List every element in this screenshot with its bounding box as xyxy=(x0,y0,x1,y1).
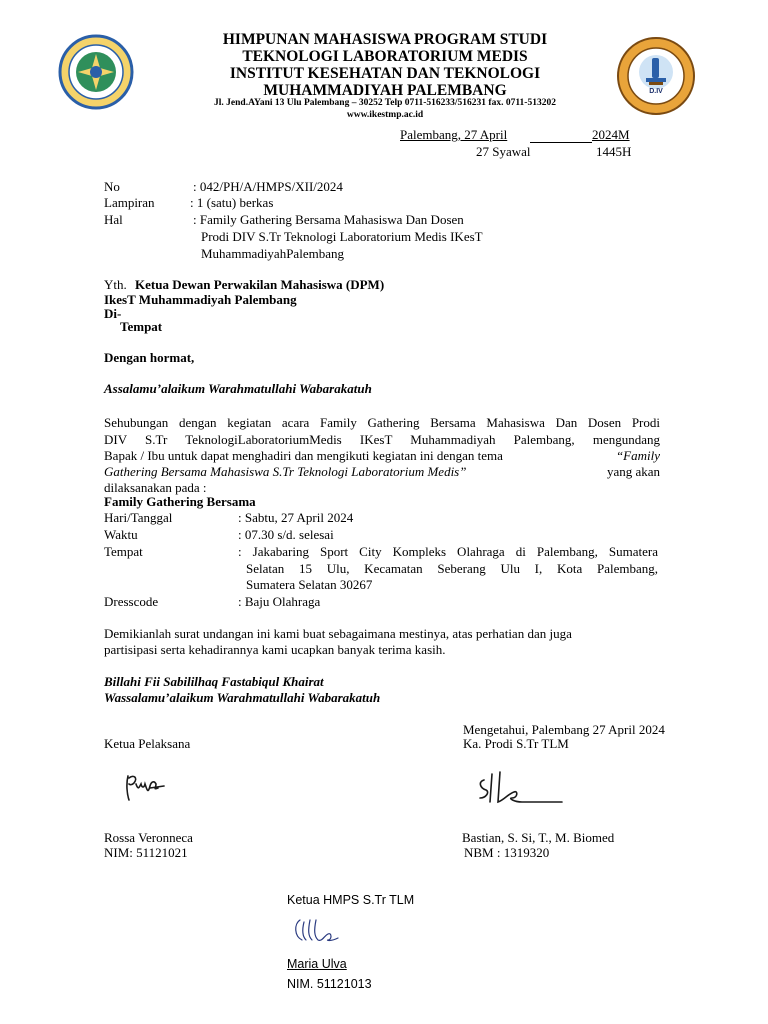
hijri-date: 27 Syawal xyxy=(476,144,531,159)
no-value: : 042/PH/A/HMPS/XII/2024 xyxy=(193,179,343,194)
event-waktu-label: Waktu xyxy=(104,527,138,542)
mengetahui-line: Mengetahui, Palembang 27 April 2024 xyxy=(463,722,665,737)
recipient-title: Ketua Dewan Perwakilan Mahasiswa (DPM) xyxy=(135,277,385,292)
salam-opening: Assalamu’alaikum Warahmatullahi Wabarakatuh xyxy=(104,381,372,396)
body-line4-theme: Gathering Bersama Mahasiswa S.Tr Teknologi Laboratorium Medis” xyxy=(104,464,467,479)
event-dresscode-value: : Baju Olahraga xyxy=(238,594,321,609)
body-line3 xyxy=(104,448,660,464)
right-name: Bastian, S. Si, T., M. Biomed xyxy=(462,830,615,845)
event-tempat-line3: Sumatera Selatan 30267 xyxy=(246,577,373,592)
closing-line1: Demikianlah surat undangan ini kami buat sebagaimana mestinya, atas perhatian dan juga xyxy=(104,626,572,641)
center-id: NIM. 51121013 xyxy=(287,977,372,991)
left-name: Rossa Veronneca xyxy=(104,830,193,845)
right-id: NBM : 1319320 xyxy=(464,845,550,860)
closing-wassalam: Wassalamu’alaikum Warahmatullahi Wabarakatuh xyxy=(104,690,381,705)
left-role: Ketua Pelaksana xyxy=(104,736,191,751)
body-line2: DIV S.Tr TeknologiLaboratoriumMedis IKesT Muhammadiyah Palembang, mengundang xyxy=(104,432,660,447)
event-tempat-label: Tempat xyxy=(104,544,143,559)
right-role: Ka. Prodi S.Tr TLM xyxy=(463,736,569,751)
event-hari-value: : Sabtu, 27 April 2024 xyxy=(238,510,354,525)
lampiran-value: : 1 (satu) berkas xyxy=(190,195,274,210)
date-underline-gap xyxy=(530,142,592,143)
center-name: Maria Ulva xyxy=(287,957,347,971)
no-label: No xyxy=(104,179,120,194)
closing-billahi: Billahi Fii Sabililhaq Fastabiqul Khairat xyxy=(104,674,324,689)
center-role: Ketua HMPS S.Tr TLM xyxy=(287,893,415,907)
right-signature xyxy=(474,768,566,814)
lampiran-label: Lampiran xyxy=(104,195,155,210)
event-waktu-value: : 07.30 s/d. selesai xyxy=(238,527,334,542)
letterhead-line3: INSTITUT KESEHATAN DAN TEKNOLOGI xyxy=(229,65,541,82)
hal-line2: Prodi DIV S.Tr Teknologi Laboratorium Medis IKesT xyxy=(201,229,483,244)
hal-label: Hal xyxy=(104,212,123,227)
recipient-institution: IkesT Muhammadiyah Palembang xyxy=(104,292,297,307)
hal-line3: MuhammadiyahPalembang xyxy=(201,246,344,261)
event-dresscode-label: Dresscode xyxy=(104,594,159,609)
recipient-yth: Yth. xyxy=(104,277,127,292)
year-masehi: 2024M xyxy=(592,127,630,142)
institute-logo xyxy=(58,34,134,110)
event-title: Family Gathering Bersama xyxy=(104,494,256,509)
event-tempat-line1: : Jakabaring Sport City Kompleks Olahraga di Palembang, Sumatera xyxy=(238,544,658,559)
letterhead-line1: HIMPUNAN MAHASISWA PROGRAM STUDI xyxy=(222,31,548,48)
letterhead-address: Jl. Jend.AYani 13 Ulu Palembang – 30252 Telp 0711-516233/516231 fax. 0711-513202 xyxy=(214,98,556,108)
event-hari-label: Hari/Tanggal xyxy=(104,510,173,525)
left-signature xyxy=(120,770,170,812)
greeting: Dengan hormat, xyxy=(104,350,195,365)
hijri-year: 1445H xyxy=(596,144,632,159)
closing-line2: partisipasi serta kehadirannya kami ucapkan banyak terima kasih. xyxy=(104,642,446,657)
letterhead-website: www.ikestmp.ac.id xyxy=(346,110,424,120)
place-date: Palembang, 27 April xyxy=(400,127,508,142)
center-signature xyxy=(290,914,350,952)
event-tempat-line2: Selatan 15 Ulu, Kecamatan Seberang Ulu I, Kota Palembang, xyxy=(246,561,658,576)
body-line1: Sehubungan dengan kegiatan acara Family Gathering Bersama Mahasiswa Dan Dosen Prodi xyxy=(104,415,660,430)
left-id: NIM: 51121021 xyxy=(104,845,188,860)
body-line4 xyxy=(104,464,660,480)
letterhead-line4: MUHAMMADIYAH PALEMBANG xyxy=(263,82,507,99)
hal-line1: : Family Gathering Bersama Mahasiswa Dan Dosen xyxy=(193,212,464,227)
recipient-tempat: Tempat xyxy=(120,319,163,334)
body-line3-theme-start: “Family xyxy=(615,448,660,463)
letterhead-line2: TEKNOLOGI LABORATORIUM MEDIS xyxy=(242,48,528,65)
hmps-logo-label: D.IV xyxy=(649,88,663,95)
body-line4-tail: yang akan xyxy=(606,464,660,479)
hmps-logo xyxy=(616,36,692,112)
recipient-di: Di- xyxy=(104,306,122,321)
body-line3-text: Bapak / Ibu untuk dapat menghadiri dan mengikuti kegiatan ini dengan tema xyxy=(104,448,503,463)
body-line5: dilaksanakan pada : xyxy=(104,480,207,495)
